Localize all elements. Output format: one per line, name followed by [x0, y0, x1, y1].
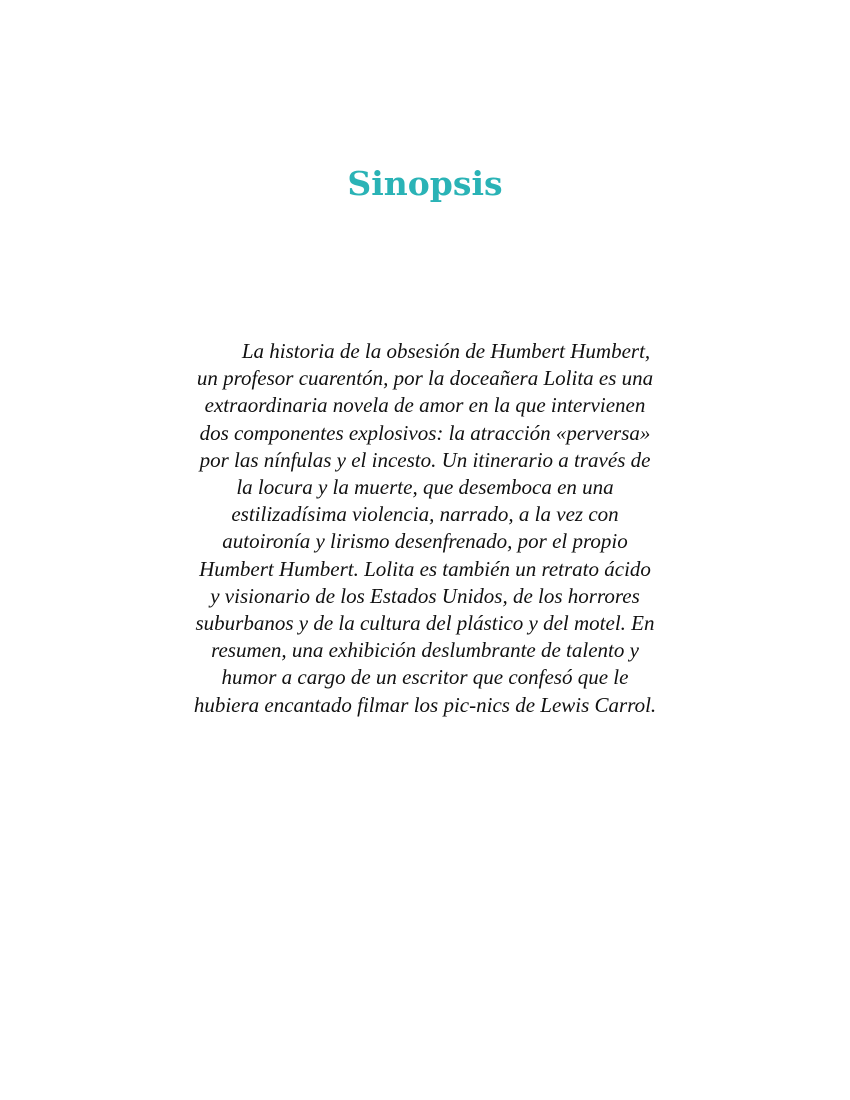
synopsis-line: resumen, una exhibición deslumbrante de talento y [211, 638, 639, 663]
synopsis-line: humor a cargo de un escritor que confesó que le [221, 665, 629, 690]
synopsis-line: por las nínfulas y el incesto. Un itinerario a través de [199, 447, 651, 472]
synopsis-line: extraordinaria novela de amor en la que intervienen [204, 393, 646, 418]
synopsis-paragraph [150, 338, 700, 719]
synopsis-line: la locura y la muerte, que desemboca en una [236, 475, 614, 500]
synopsis-line: dos componentes explosivos: la atracción «perversa» [199, 420, 651, 445]
synopsis-line: y visionario de los Estados Unidos, de los horrores [210, 583, 640, 608]
synopsis-line: un profesor cuarentón, por la doceañera Lolita es una [196, 366, 654, 391]
synopsis-line: hubiera encantado filmar los pic-nics de Lewis Carrol. [193, 692, 657, 717]
synopsis-line: suburbanos y de la cultura del plástico y del motel. En [195, 611, 655, 636]
synopsis-line: La historia de la obsesión de Humbert Humbert, [241, 339, 651, 363]
page-title: Sinopsis [347, 164, 503, 203]
synopsis-line: autoironía y lirismo desenfrenado, por el propio [222, 529, 628, 554]
synopsis-line: Humbert Humbert. Lolita es también un retrato ácido [199, 556, 651, 581]
synopsis-line: estilizadísima violencia, narrado, a la vez con [231, 502, 619, 527]
